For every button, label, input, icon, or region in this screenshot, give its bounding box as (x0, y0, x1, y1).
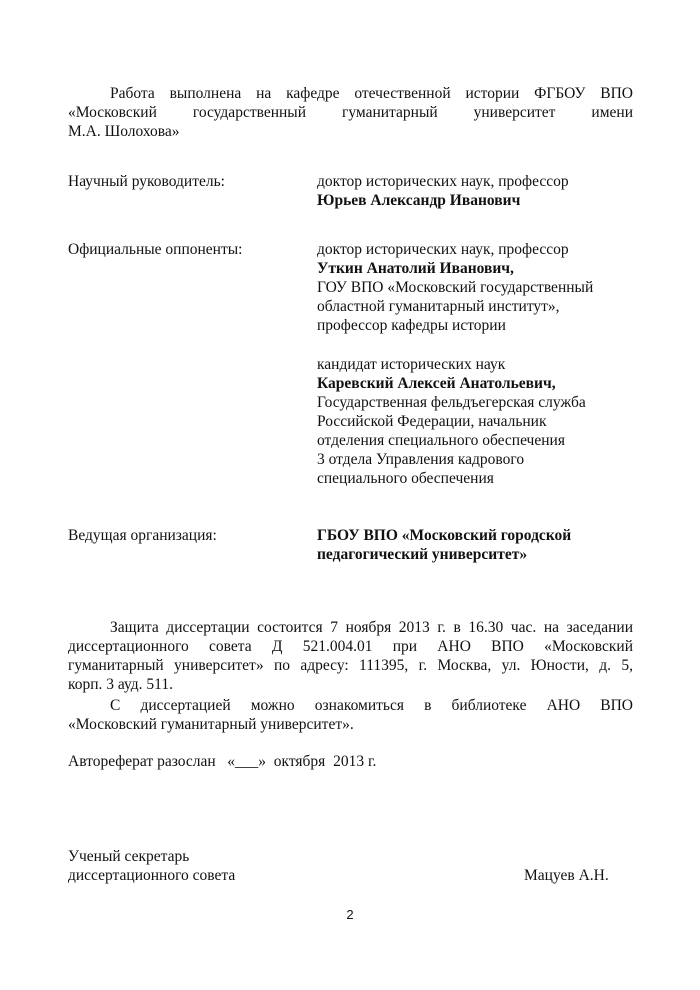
defense-line-2: диссертационного совета Д 521.004.01 при АНО ВПО «Московский (68, 638, 633, 655)
secretary-name: Мацуев А.Н. (524, 867, 609, 884)
secretary-title-line-2: диссертационного совета (68, 867, 236, 884)
opponent2-degree: кандидат исторических наук (317, 356, 506, 373)
supervisor-label: Научный руководитель: (68, 173, 225, 190)
library-line-1: С диссертацией можно ознакомиться в библиотеке АНО ВПО (110, 697, 633, 714)
intro-line-1: Работа выполнена на кафедре отечественной истории ФГБОУ ВПО (110, 85, 633, 102)
supervisor-degree: доктор исторических наук, профессор (317, 173, 569, 190)
opponent1-org-line-2: областной гуманитарный институт», (317, 298, 560, 315)
defense-line-4: корп. 3 ауд. 511. (68, 676, 173, 693)
opponent1-degree: доктор исторических наук, профессор (317, 241, 569, 258)
defense-line-3: гуманитарный университет» по адресу: 111395, г. Москва, ул. Юности, д. 5, (68, 657, 633, 674)
opponent2-org-line-5: специального обеспечения (317, 470, 494, 487)
leading-org-line-2: педагогический университет» (317, 546, 528, 563)
abstract-sent-date: Автореферат разослан «___» октября 2013 г. (68, 753, 377, 770)
opponent2-org-line-2: Российской Федерации, начальник (317, 413, 547, 430)
opponent1-org-line-1: ГОУ ВПО «Московский государственный (317, 279, 594, 296)
intro-line-3: М.А. Шолохова» (68, 123, 180, 140)
opponent2-name: Каревский Алексей Анатольевич, (317, 375, 556, 392)
opponent1-position: профессор кафедры истории (317, 317, 506, 334)
library-line-2: «Московский гуманитарный университет». (68, 716, 354, 733)
secretary-title-line-1: Ученый секретарь (68, 848, 190, 865)
opponent1-name: Уткин Анатолий Иванович, (317, 260, 514, 277)
opponent2-org-line-1: Государственная фельдъегерская служба (317, 394, 586, 411)
defense-line-1: Защита диссертации состоится 7 ноября 2013 г. в 16.30 час. на заседании (110, 619, 633, 636)
opponents-label: Официальные оппоненты: (68, 241, 243, 258)
opponent2-org-line-4: 3 отдела Управления кадрового (317, 451, 525, 468)
page-number: 2 (346, 907, 354, 922)
supervisor-name: Юрьев Александр Иванович (317, 192, 521, 209)
opponent2-org-line-3: отделения специального обеспечения (317, 432, 565, 449)
leading-org-line-1: ГБОУ ВПО «Московский городской (317, 527, 572, 544)
intro-line-2: «Московский государственный гуманитарный университет имени (68, 104, 633, 121)
leading-org-label: Ведущая организация: (68, 527, 217, 544)
